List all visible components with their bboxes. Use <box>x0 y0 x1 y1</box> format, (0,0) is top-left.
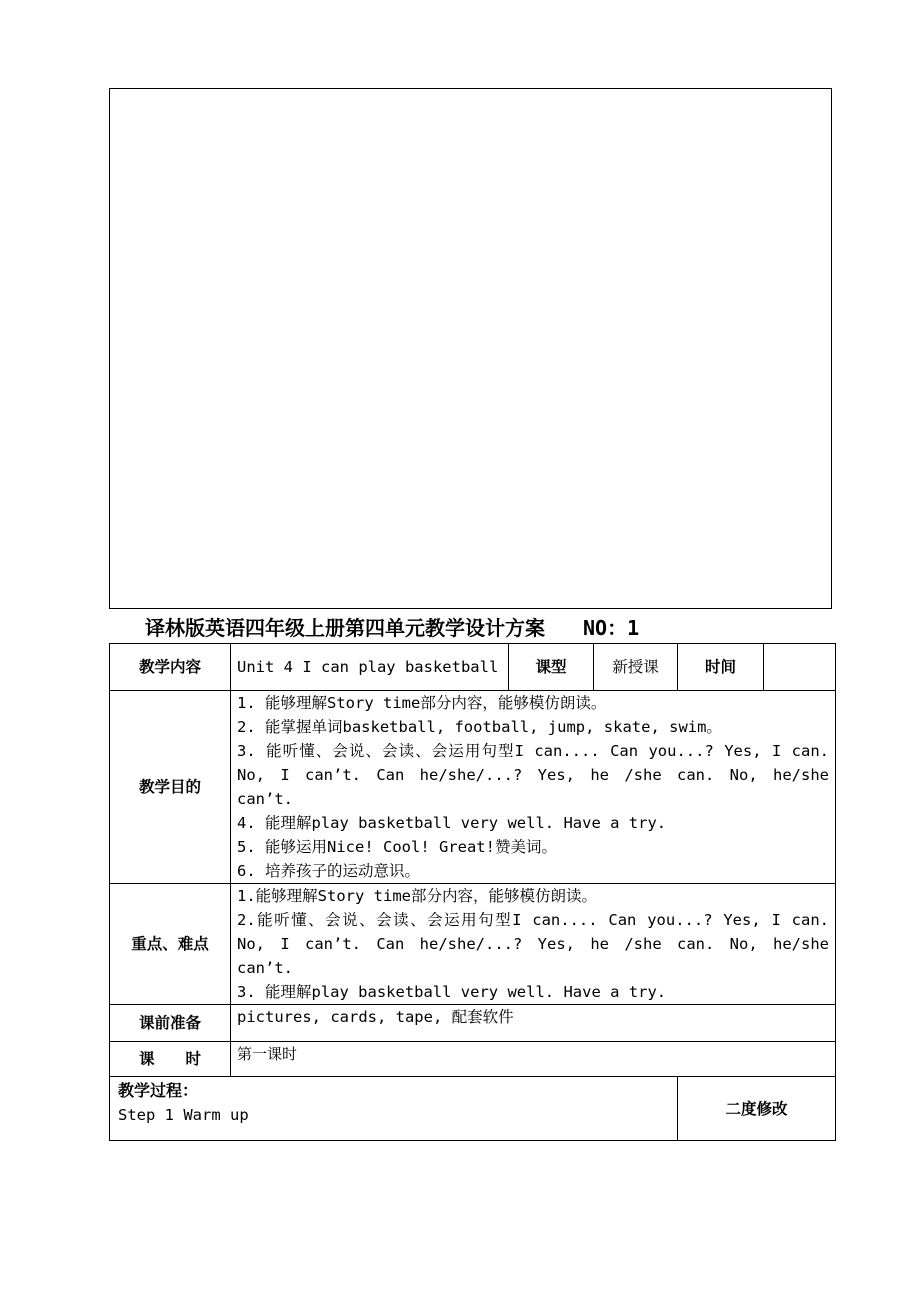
objective-item: 2. 能掌握单词basketball, football, jump, skate, swim。 <box>237 718 722 736</box>
lesson-period-text: 第一课时 <box>237 1045 298 1063</box>
document-title <box>145 614 805 642</box>
lesson-plan-table <box>109 643 836 1141</box>
title-text: 译林版英语四年级上册第四单元教学设计方案 <box>145 616 545 640</box>
revision-label: 二度修改 <box>678 1077 836 1141</box>
title-number: NO：1 <box>583 616 640 640</box>
objectives-label: 教学目的 <box>110 691 231 884</box>
objectives-row <box>110 691 836 884</box>
process-label: 教学过程： <box>118 1081 199 1100</box>
key-points-label: 重点、难点 <box>110 884 231 1005</box>
lesson-period-value <box>231 1042 836 1077</box>
objective-item: 1. 能够理解Story time部分内容，能够模仿朗读。 <box>237 694 607 712</box>
objective-item: 4. 能理解play basketball very well. Have a try. <box>237 814 667 832</box>
content-label: 教学内容 <box>110 644 231 691</box>
process-step: Step 1 Warm up <box>118 1106 249 1124</box>
key-points-row <box>110 884 836 1005</box>
key-points-content <box>231 884 836 1005</box>
time-value <box>764 644 836 691</box>
lesson-period-label: 课 时 <box>110 1042 231 1077</box>
preparation-label: 课前准备 <box>110 1005 231 1042</box>
time-label: 时间 <box>678 644 764 691</box>
objective-item: 6. 培养孩子的运动意识。 <box>237 862 420 880</box>
lesson-period-row <box>110 1042 836 1077</box>
process-row <box>110 1077 836 1141</box>
content-value: Unit 4 I can play basketball <box>231 644 509 691</box>
key-point-item: 2.能听懂、会说、会读、会运用句型I can.... Can you...? Yes, I can. No, I can’t. Can he/she/...? Yes, he /she can. No, he/she can’t. <box>237 911 829 977</box>
process-content <box>110 1077 678 1141</box>
preparation-value: pictures, cards, tape, 配套软件 <box>231 1005 836 1042</box>
objective-item: 5. 能够运用Nice! Cool! Great!赞美词。 <box>237 838 557 856</box>
type-value: 新授课 <box>594 644 678 691</box>
type-label: 课型 <box>509 644 594 691</box>
preparation-row <box>110 1005 836 1042</box>
blank-frame <box>109 88 832 609</box>
objective-item: 3. 能听懂、会说、会读、会运用句型I can.... Can you...? Yes, I can. No, I can’t. Can he/she/...? Yes, he /she can. No, he/she can’t. <box>237 742 829 808</box>
header-row <box>110 644 836 691</box>
key-point-item: 3. 能理解play basketball very well. Have a try. <box>237 983 667 1001</box>
objectives-content <box>231 691 836 884</box>
key-point-item: 1.能够理解Story time部分内容，能够模仿朗读。 <box>237 887 597 905</box>
